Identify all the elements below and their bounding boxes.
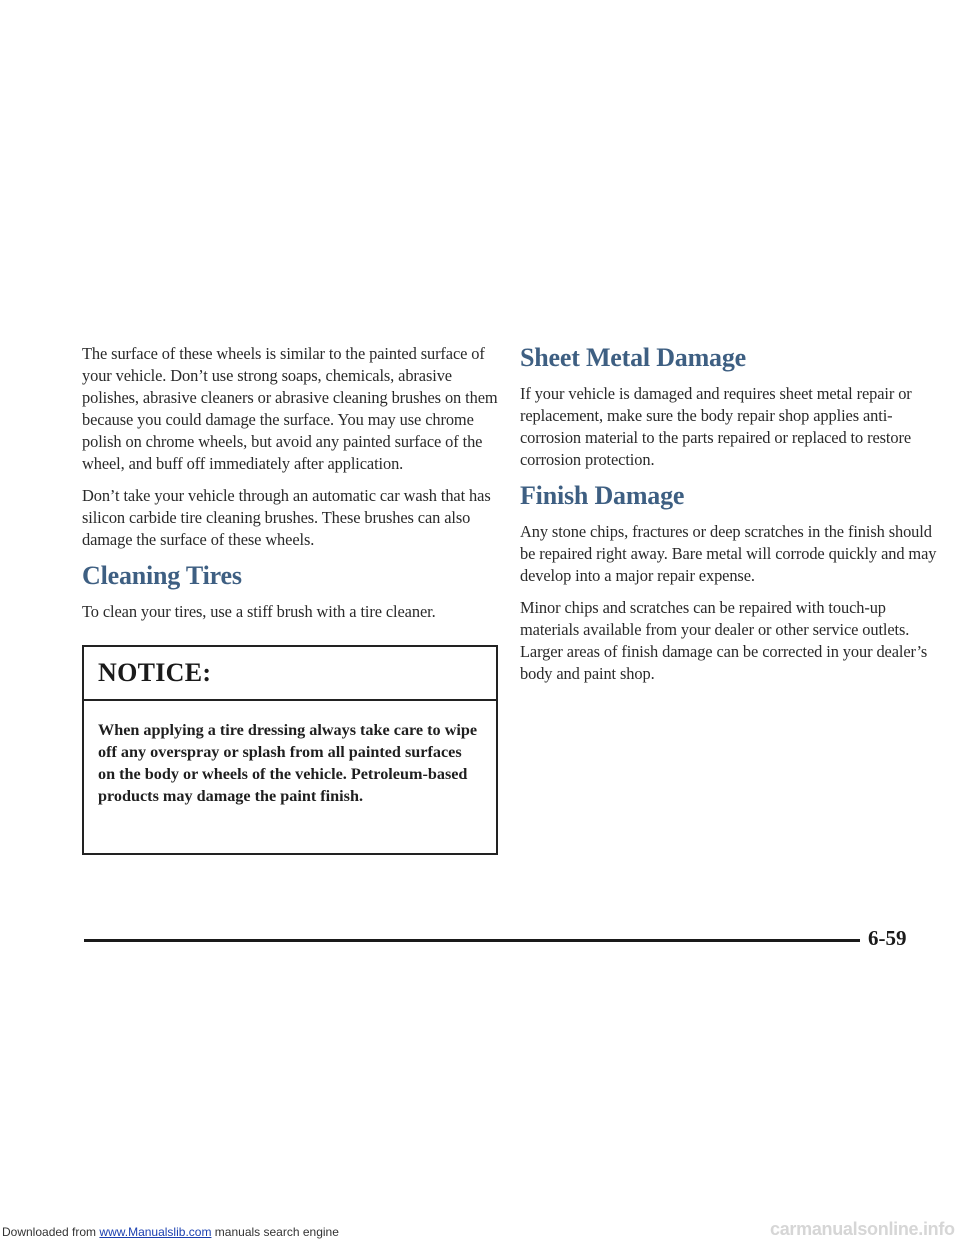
footer-rule bbox=[84, 939, 860, 942]
download-banner bbox=[2, 1225, 339, 1239]
finish-damage-heading: Finish Damage bbox=[520, 481, 685, 510]
wheel-surface-paragraph: The surface of these wheels is similar to the painted surface of your vehicle. Don’t use strong soaps, chemicals, abrasive polishes, abrasive cleaners or abrasive cleaning brushes on them because you could damage the surface. You may use chrome polish on chrome wheels, but avoid any painted surface of the wheel, and buff off immediately after application. bbox=[82, 344, 498, 473]
sheet-metal-text: If your vehicle is damaged and requires sheet metal repair or replacement, make sure the body repair shop applies anti-corrosion material to the parts repaired or replaced to restore corrosion protection. bbox=[520, 384, 912, 469]
notice-box bbox=[82, 645, 498, 855]
right-column bbox=[520, 343, 940, 695]
finish-damage-paragraph-2: Minor chips and scratches can be repaired with touch-up materials available from your dealer or other service outlets. Larger areas of finish damage can be corrected in your dealer’s body and paint shop. bbox=[520, 598, 928, 683]
cleaning-tires-text: To clean your tires, use a stiff brush with a tire cleaner. bbox=[82, 602, 436, 621]
cleaning-tires-heading: Cleaning Tires bbox=[82, 561, 242, 590]
car-wash-paragraph: Don’t take your vehicle through an automatic car wash that has silicon carbide tire cleaning brushes. These brushes can also damage the surface of these wheels. bbox=[82, 486, 491, 549]
left-column bbox=[82, 343, 502, 855]
page-number: 6-59 bbox=[868, 926, 907, 950]
watermark: carmanualsonline.info bbox=[770, 1219, 955, 1239]
download-suffix: manuals search engine bbox=[214, 1225, 339, 1239]
manualslib-link[interactable]: www.Manualslib.com bbox=[99, 1225, 212, 1239]
download-prefix: Downloaded from bbox=[2, 1225, 97, 1239]
sheet-metal-heading: Sheet Metal Damage bbox=[520, 343, 746, 372]
finish-damage-paragraph-1: Any stone chips, fractures or deep scratches in the finish should be repaired right away. Bare metal will corrode quickly and may develop into a major repair expense. bbox=[520, 522, 937, 585]
notice-heading: NOTICE: bbox=[84, 647, 496, 701]
notice-text: When applying a tire dressing always take care to wipe off any overspray or splash from all painted surfaces on the body or wheels of the vehicle. Petroleum-based products may damage the paint finish. bbox=[98, 721, 478, 805]
